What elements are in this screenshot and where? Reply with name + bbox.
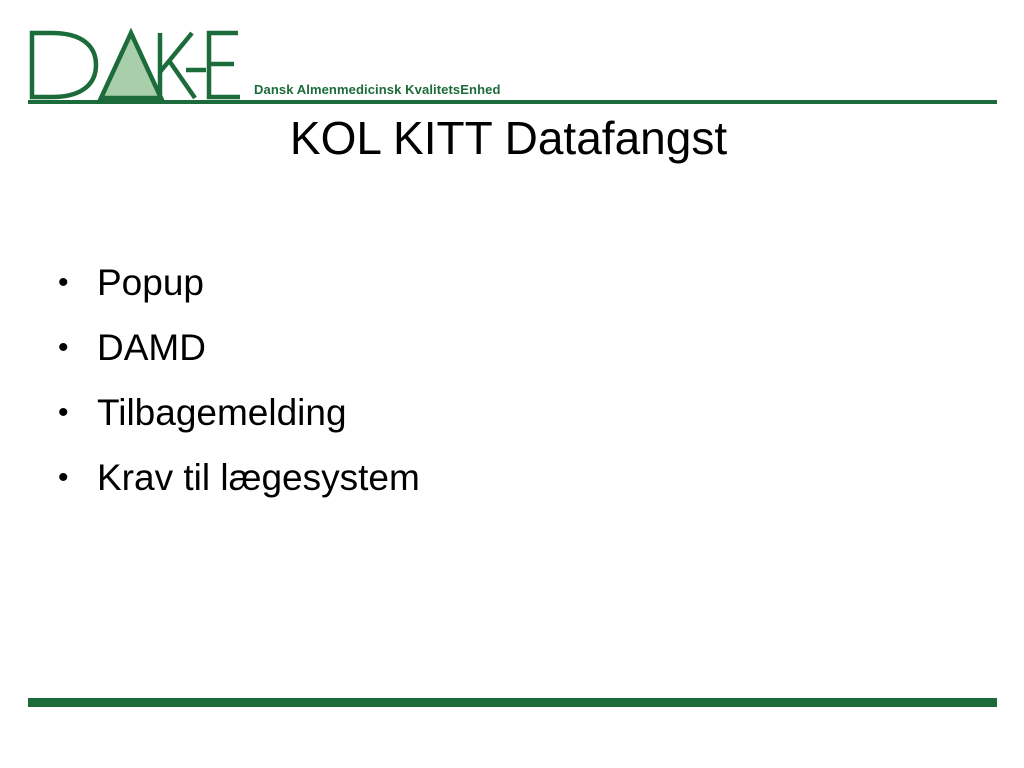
- bullet-dot-icon: •: [58, 330, 69, 364]
- bullet-text: Tilbagemelding: [97, 391, 347, 433]
- logo-triangle: [101, 33, 161, 98]
- bullet-text: Popup: [97, 261, 204, 303]
- bullet-dot-icon: •: [58, 265, 69, 299]
- bullet-list: [58, 250, 420, 510]
- header-divider: [28, 100, 997, 104]
- bullet-item: [58, 315, 420, 380]
- slide-title: KOL KITT Datafangst: [289, 112, 728, 164]
- logo-tagline: Dansk Almenmedicinsk KvalitetsEnhed: [254, 82, 501, 97]
- footer-divider: [28, 698, 997, 707]
- bullet-item: [58, 380, 420, 445]
- bullet-text: Krav til lægesystem: [97, 456, 420, 498]
- dak-e-logo: [0, 0, 250, 104]
- bullet-item: [58, 445, 420, 510]
- bullet-text: DAMD: [97, 326, 206, 368]
- bullet-item: [58, 250, 420, 315]
- bullet-dot-icon: •: [58, 460, 69, 494]
- bullet-dot-icon: •: [58, 395, 69, 429]
